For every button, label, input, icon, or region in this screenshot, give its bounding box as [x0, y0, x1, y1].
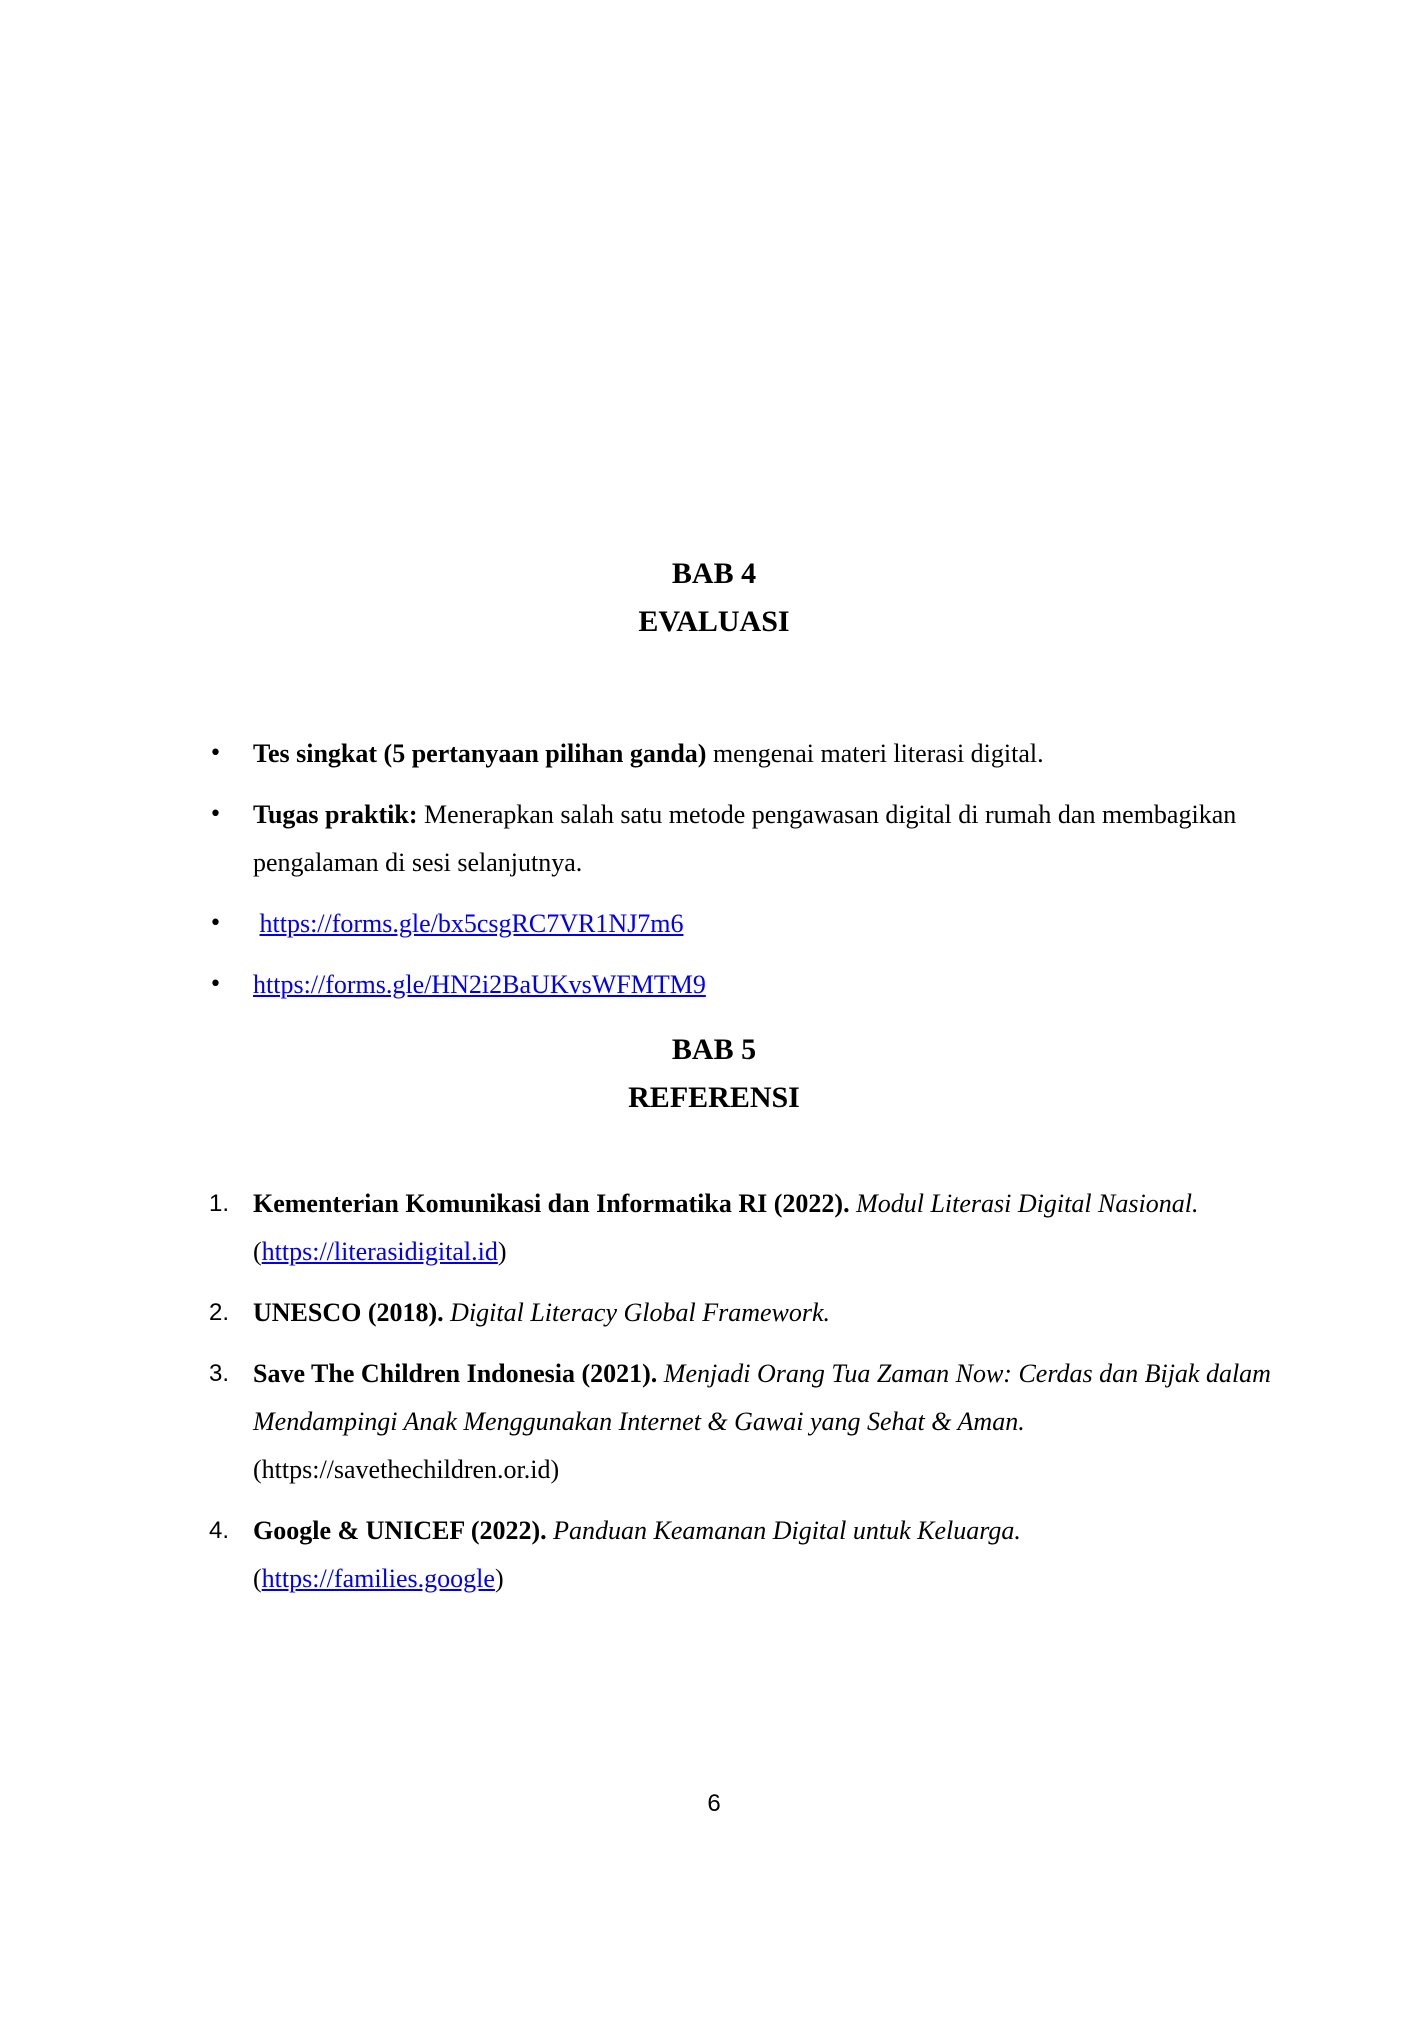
reference-url-text: (https://savethechildren.or.id) — [253, 1455, 560, 1484]
reference-item — [0, 1180, 1273, 1276]
reference-paren-open: ( — [253, 1564, 262, 1593]
evaluation-item-bold: Tugas praktik: — [253, 800, 418, 829]
reference-link[interactable]: https://literasidigital.id — [261, 1237, 498, 1266]
bullet-icon: • — [209, 741, 222, 766]
bab4-chapter: BAB 4 — [671, 557, 757, 590]
reference-paren-open: ( — [253, 1237, 262, 1266]
evaluation-item — [0, 730, 1273, 778]
reference-title: Panduan Keamanan Digital untuk Keluarga. — [553, 1516, 1021, 1545]
evaluation-link-item — [0, 900, 1273, 948]
bullet-icon: • — [209, 802, 222, 827]
bullet-icon: • — [209, 972, 222, 997]
bab4-title: EVALUASI — [638, 605, 790, 638]
evaluation-item — [0, 791, 1273, 887]
reference-number: 2. — [209, 1299, 230, 1326]
reference-author: Kementerian Komunikasi dan Informatika RI (2022). — [253, 1189, 850, 1218]
bab4-heading — [0, 550, 1428, 646]
reference-author: Google & UNICEF (2022). — [253, 1516, 547, 1545]
bab5-chapter: BAB 5 — [671, 1033, 757, 1066]
bullet-icon: • — [209, 911, 222, 936]
reference-title: Menjadi Orang Tua Zaman Now: Cerdas dan Bijak dalam Mendampingi Anak Menggunakan Internet & Gawai yang Sehat & Aman. — [253, 1359, 1271, 1436]
evaluation-item-bold: Tes singkat (5 pertanyaan pilihan ganda) — [253, 739, 707, 768]
evaluation-item-text: Menerapkan salah satu metode pengawasan digital di rumah dan membagikan pengalaman di sesi selanjutnya. — [253, 800, 1237, 877]
reference-number: 1. — [209, 1190, 230, 1217]
reference-list — [0, 1180, 1428, 1616]
evaluation-link-item — [0, 961, 1273, 1009]
reference-item — [0, 1289, 1273, 1337]
reference-title: Modul Literasi Digital Nasional. — [856, 1189, 1199, 1218]
reference-number: 3. — [209, 1360, 230, 1387]
bab5-title: REFERENSI — [628, 1081, 800, 1114]
reference-author: UNESCO (2018). — [253, 1298, 444, 1327]
reference-paren-close: ) — [497, 1237, 507, 1266]
reference-author: Save The Children Indonesia (2021). — [253, 1359, 658, 1388]
bab5-heading — [0, 1026, 1428, 1122]
reference-title: Digital Literacy Global Framework. — [450, 1298, 831, 1327]
reference-link[interactable]: https://families.google — [261, 1564, 495, 1593]
evaluation-item-text: mengenai materi literasi digital. — [706, 739, 1044, 768]
evaluation-list — [0, 730, 1428, 1022]
form-link-2[interactable]: https://forms.gle/HN2i2BaUKvsWFMTM9 — [253, 970, 706, 999]
form-link-1[interactable]: https://forms.gle/bx5csgRC7VR1NJ7m6 — [259, 909, 684, 938]
reference-item — [0, 1507, 1273, 1603]
page-number: 6 — [707, 1790, 721, 1817]
reference-item — [0, 1350, 1273, 1494]
reference-number: 4. — [209, 1517, 230, 1544]
reference-paren-close: ) — [494, 1564, 504, 1593]
